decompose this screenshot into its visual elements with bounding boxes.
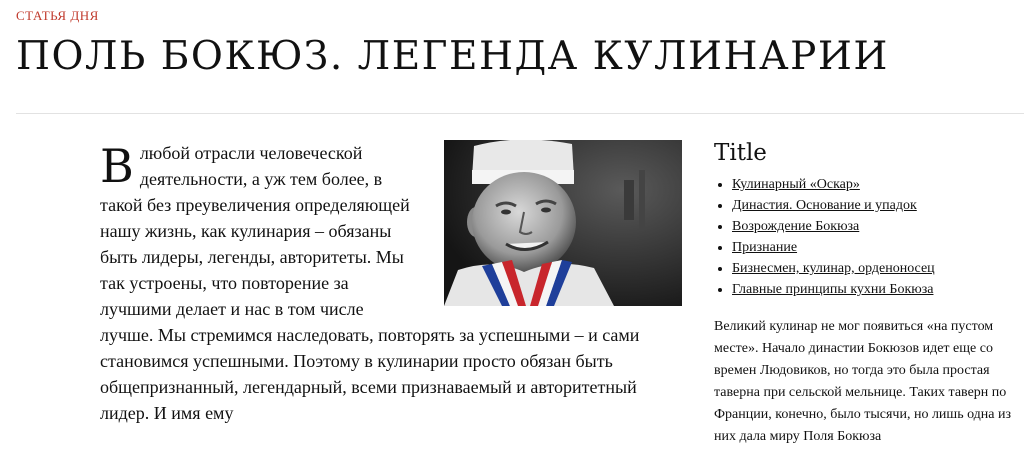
toc-item bbox=[732, 258, 1014, 279]
article-body bbox=[100, 140, 682, 426]
sidebar bbox=[714, 140, 1014, 448]
toc-item bbox=[732, 216, 1014, 237]
sidebar-title: Title bbox=[714, 140, 767, 166]
toc-item bbox=[732, 237, 1014, 258]
toc-link-recognition[interactable]: Признание bbox=[732, 240, 798, 255]
toc-item bbox=[732, 279, 1014, 300]
section-label: СТАТЬЯ ДНЯ bbox=[16, 8, 99, 23]
sidebar-summary: Великий кулинар не мог появиться «на пустом месте». Начало династии Бокюзов идет еще со времен Людовиков, но тогда это была простая таверна при сельской мельнице. Таких таверн по Франции, конечно, было тысячи, но лишь одна из них дала миру Поля Бокюза bbox=[714, 319, 1012, 444]
toc-link-dynasty[interactable]: Династия. Основание и упадок bbox=[732, 198, 917, 213]
toc-link-oscar[interactable]: Кулинарный «Оскар» bbox=[732, 177, 860, 192]
toc-link-principles[interactable]: Главные принципы кухни Бокюза bbox=[732, 282, 934, 297]
chef-portrait-illustration bbox=[444, 140, 682, 306]
page-title: ПОЛЬ БОКЮЗ. ЛЕГЕНДА КУЛИНАРИИ bbox=[16, 34, 889, 79]
toc-link-businessman[interactable]: Бизнесмен, кулинар, орденоносец bbox=[732, 261, 935, 276]
toc-item bbox=[732, 195, 1014, 216]
article-text: любой отрасли человеческой деятельности, а уж тем более, в такой без преувеличения определяющей нашу жизнь, как кулинария – обязаны быть лидеры, легенды, авторитеты. Мы так устроены, что повторение за лучшими делает и нас в том числе лучше. Мы стремимся наследовать, повторять за успешными – и сами становимся успешными. Поэтому в кулинарии просто обязан быть общепризнанный, легендарный, всеми признаваемый и авторитетный лидер. И имя ему bbox=[100, 143, 640, 423]
table-of-contents bbox=[714, 174, 1014, 300]
drop-cap: В bbox=[100, 139, 134, 193]
toc-link-revival[interactable]: Возрождение Бокюза bbox=[732, 219, 860, 234]
chef-portrait-photo bbox=[444, 140, 682, 306]
toc-item bbox=[732, 174, 1014, 195]
header-divider bbox=[16, 113, 1024, 114]
